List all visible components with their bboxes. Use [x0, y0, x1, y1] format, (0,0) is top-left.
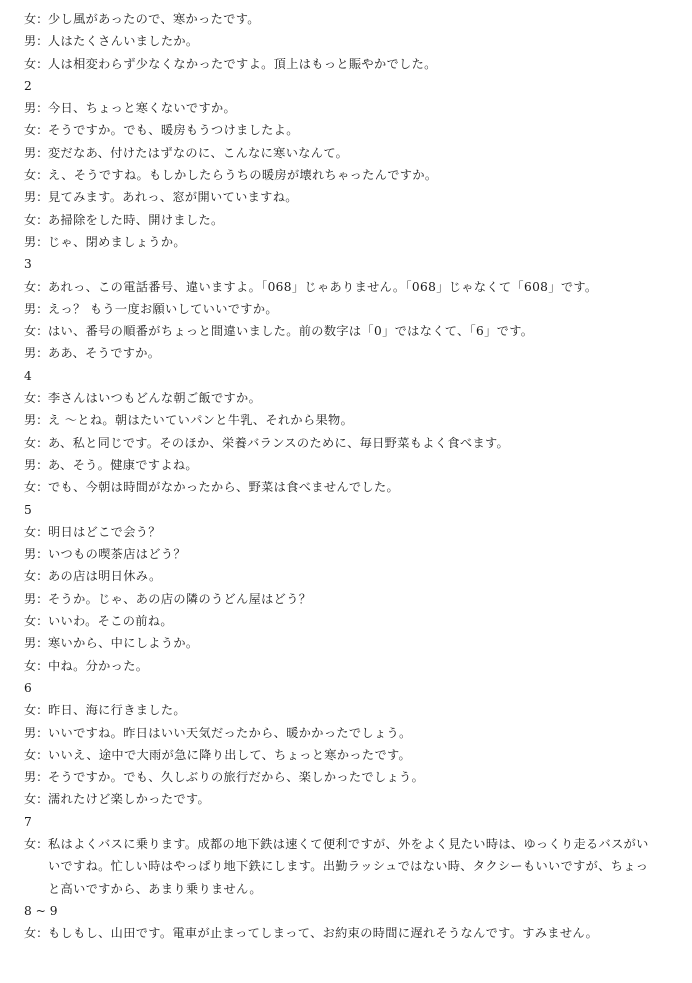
- dialogue-line: [24, 744, 652, 766]
- dialogue-text: いいえ、途中で大雨が急に降り出して、ちょっと寒かったです。: [48, 747, 412, 762]
- dialogue-line: [24, 788, 652, 810]
- dialogue-text: え ～とね。朝はたいていパンと牛乳、それから果物。: [48, 413, 354, 428]
- dialogue-text: えっ？ もう一度お願いしていいですか。: [48, 301, 278, 316]
- dialogue-text: いつもの喫茶店はどう？: [48, 547, 186, 562]
- dialogue-line: [24, 588, 652, 610]
- dialogue-text: もしもし、山田です。電車が止まってしまって、お約束の時間に遅れそうなんです。すみません。: [48, 926, 599, 941]
- dialogue-line: [24, 409, 652, 431]
- speaker-label: 女：: [24, 435, 49, 450]
- speaker-label: 女：: [24, 792, 49, 807]
- dialogue-text: あれっ、この電話番号、違いますよ。「068」じゃありません。「068」じゃなくて「608」です。: [48, 279, 598, 294]
- dialogue-line: [24, 387, 652, 409]
- dialogue-line: [24, 454, 652, 476]
- speaker-label: 男：: [24, 34, 49, 49]
- speaker-label: 女：: [24, 123, 49, 138]
- dialogue-text: 中ね。分かった。: [48, 658, 149, 673]
- speaker-label: 女：: [24, 391, 49, 406]
- dialogue-line: [24, 833, 652, 900]
- speaker-label: 女：: [24, 614, 49, 629]
- dialogue-text: 今日、ちょっと寒くないですか。: [48, 101, 237, 116]
- dialogue-text: そうですか。でも、暖房もうつけましたよ。: [48, 123, 299, 138]
- dialogue-text: 人は相変わらず少なくなかったですよ。頂上はもっと賑やかでした。: [48, 56, 437, 71]
- section-number: 7: [24, 814, 32, 829]
- speaker-label: 男：: [24, 636, 49, 651]
- dialogue-text: 少し風があったので、寒かったです。: [48, 12, 260, 26]
- speaker-label: 女：: [24, 703, 49, 718]
- dialogue-line: [24, 53, 652, 75]
- speaker-label: 男：: [24, 234, 49, 249]
- speaker-label: 女：: [24, 926, 49, 941]
- speaker-label: 女：: [24, 480, 49, 495]
- dialogue-text: ああ、そうですか。: [48, 346, 161, 361]
- dialogue-text: でも、今朝は時間がなかったから、野菜は食べませんでした。: [48, 480, 400, 495]
- dialogue-line: [24, 610, 652, 632]
- dialogue-text: あ掃除をした時、開けました。: [48, 212, 224, 227]
- speaker-label: 女：: [24, 569, 49, 584]
- section-number: 6: [24, 680, 32, 695]
- speaker-label: 女：: [24, 324, 49, 339]
- section-number: 4: [24, 368, 32, 383]
- section-number: 5: [24, 502, 32, 517]
- dialogue-line: [24, 922, 652, 944]
- dialogue-line: [24, 699, 652, 721]
- speaker-label: 女：: [24, 524, 49, 539]
- dialogue-text: そうですか。でも、久しぶりの旅行だから、楽しかったでしょう。: [48, 770, 425, 785]
- speaker-label: 男：: [24, 190, 49, 205]
- dialogue-text: 見てみます。あれっ、窓が開いていますね。: [48, 190, 298, 205]
- dialogue-line: [24, 8, 652, 30]
- speaker-label: 男：: [24, 591, 49, 606]
- dialogue-line: [24, 320, 652, 342]
- dialogue-text: 寒いから、中にしようか。: [48, 636, 199, 651]
- dialogue-text: じゃ、閉めましょうか。: [48, 234, 186, 249]
- dialogue-line: [24, 766, 652, 788]
- dialogue-text: 変だなあ、付けたはずなのに、こんなに寒いなんて。: [48, 145, 349, 160]
- dialogue-text: 昨日、海に行きました。: [48, 703, 186, 718]
- speaker-label: 女：: [24, 747, 49, 762]
- dialogue-line: [24, 342, 652, 364]
- speaker-label: 男：: [24, 101, 49, 116]
- speaker-label: 男：: [24, 457, 49, 472]
- speaker-label: 男：: [24, 413, 49, 428]
- dialogue-text: そうか。じゃ、あの店の隣のうどん屋はどう？: [48, 591, 312, 606]
- dialogue-line: [24, 186, 652, 208]
- section-number: 2: [24, 78, 32, 93]
- speaker-label: 男：: [24, 547, 49, 562]
- dialogue-line: [24, 209, 652, 231]
- dialogue-line: [24, 655, 652, 677]
- dialogue-line: [24, 521, 652, 543]
- dialogue-line: [24, 164, 652, 186]
- dialogue-text: 濡れたけど楽しかったです。: [48, 792, 211, 807]
- section-number: 3: [24, 257, 32, 272]
- dialogue-text: え、そうですね。もしかしたらうちの暖房が壊れちゃったんですか。: [48, 168, 438, 183]
- section-number: 8 ~ 9: [24, 903, 58, 918]
- speaker-label: 女：: [24, 658, 49, 673]
- dialogue-text: 明日はどこで会う？: [48, 524, 161, 539]
- dialogue-line: [24, 565, 652, 587]
- dialogue-text: はい、番号の順番がちょっと間違いました。前の数字は「0」ではなくて、「6」です。: [48, 324, 534, 339]
- speaker-label: 男：: [24, 725, 49, 740]
- dialogue-text: 李さんはいつもどんな朝ご飯ですか。: [48, 391, 262, 406]
- dialogue-text: 私はよくバスに乗ります。成都の地下鉄は速くて便利ですが、外をよく見たい時は、ゆっくり走るバスがいいですね。忙しい時はやっぱり地下鉄にします。出勤ラッシュではない時、タクシーもいいですが、ちょっと高いですから、あまり乗りません。: [48, 836, 649, 896]
- speaker-label: 女：: [24, 12, 49, 26]
- dialogue-line: [24, 632, 652, 654]
- speaker-label: 男：: [24, 770, 49, 785]
- dialogue-text: 人はたくさんいましたか。: [48, 34, 199, 49]
- dialogue-line: [24, 231, 652, 253]
- speaker-label: 女：: [24, 168, 49, 183]
- dialogue-line: [24, 30, 652, 52]
- dialogue-text: あの店は明日休み。: [48, 569, 162, 584]
- dialogue-line: [24, 97, 652, 119]
- speaker-label: 女：: [24, 56, 49, 71]
- dialogue-line: [24, 276, 652, 298]
- dialogue-line: [24, 298, 652, 320]
- dialogue-line: [24, 543, 652, 565]
- speaker-label: 男：: [24, 301, 49, 316]
- dialogue-line: [24, 722, 652, 744]
- dialogue-line: [24, 476, 652, 498]
- dialogue-text: いいですね。昨日はいい天気だったから、暖かかったでしょう。: [48, 725, 412, 740]
- dialogue-text: あ、そう。健康ですよね。: [48, 457, 198, 472]
- speaker-label: 女：: [24, 279, 49, 294]
- dialogue-line: [24, 142, 652, 164]
- dialogue-text: あ、私と同じです。そのほか、栄養バランスのために、毎日野菜もよく食べます。: [48, 435, 510, 450]
- dialogue-text: いいわ。そこの前ね。: [48, 614, 173, 629]
- speaker-label: 女：: [24, 836, 49, 851]
- dialogue-line: [24, 432, 652, 454]
- dialogue-line: [24, 119, 652, 141]
- speaker-label: 男：: [24, 346, 49, 361]
- speaker-label: 女：: [24, 212, 49, 227]
- speaker-label: 男：: [24, 145, 49, 160]
